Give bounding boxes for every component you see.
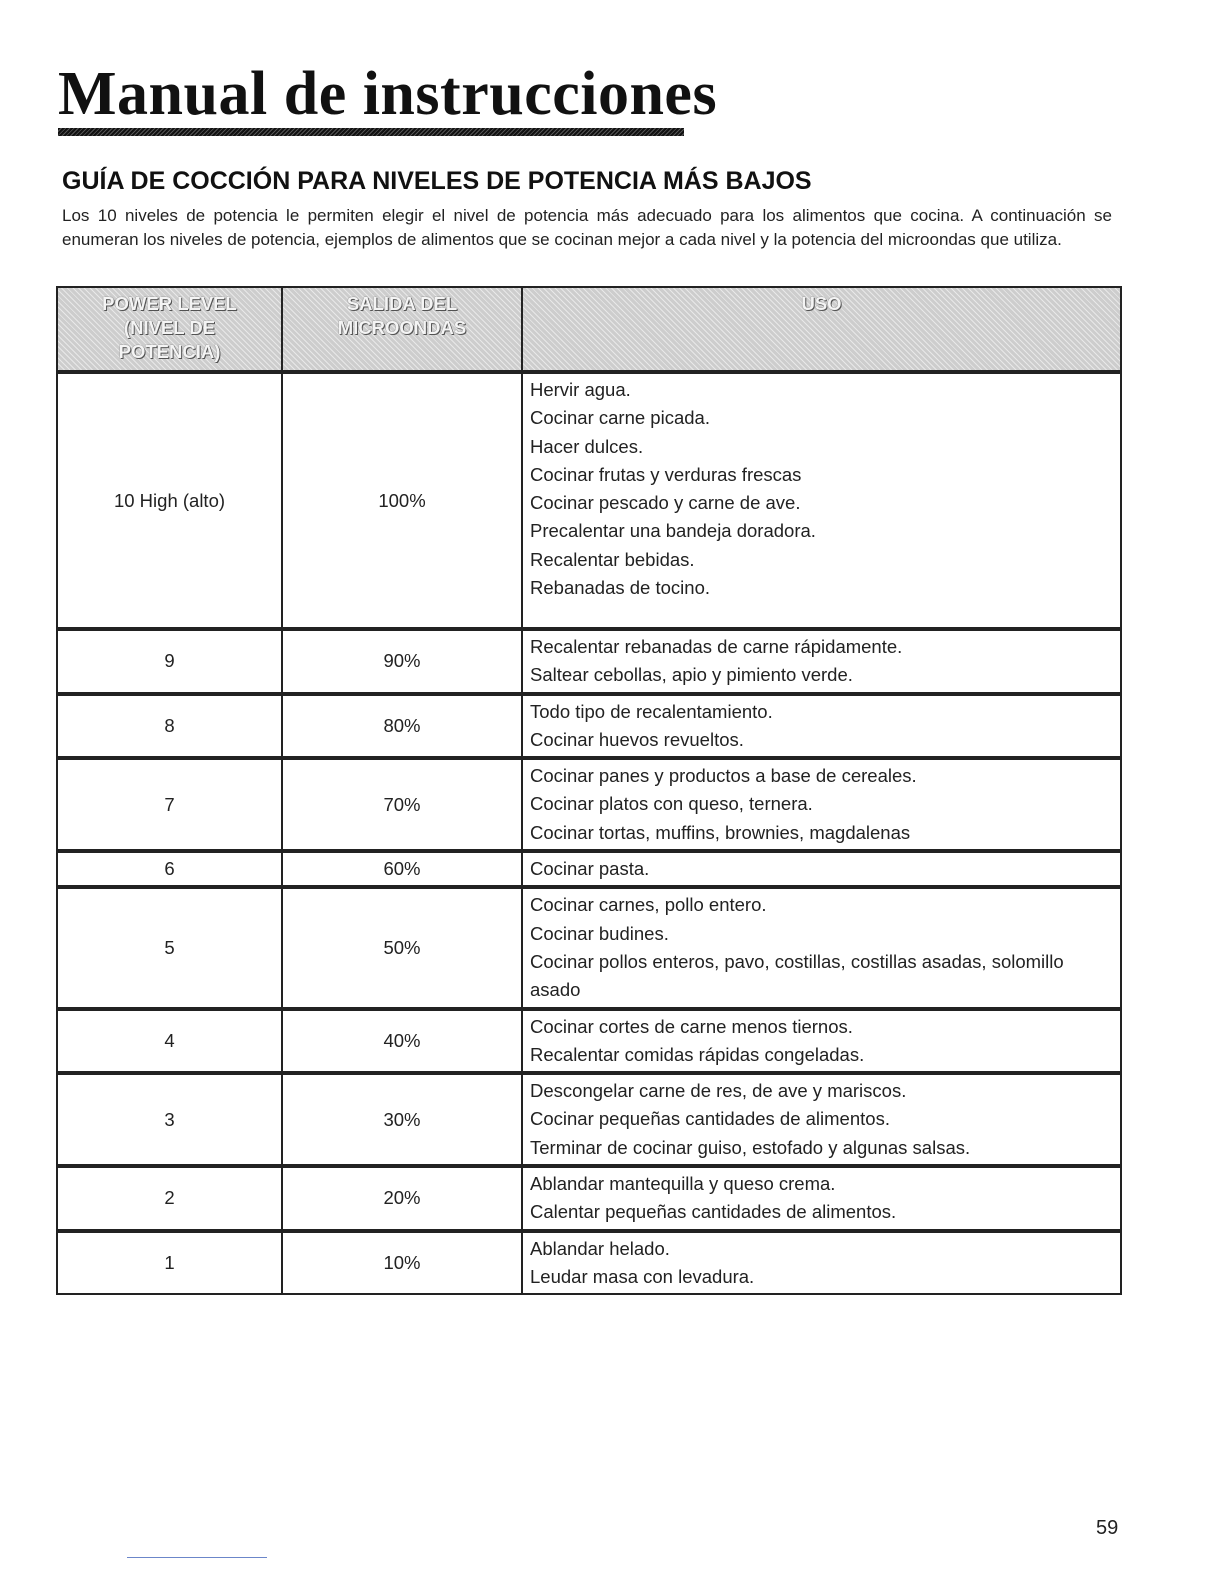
section-heading: GUÍA DE COCCIÓN PARA NIVELES DE POTENCIA MÁS BAJOS bbox=[62, 167, 812, 195]
use-item: Cocinar pequeñas cantidades de alimentos. bbox=[530, 1108, 890, 1130]
header-power-level-line: (NIVEL DE bbox=[123, 317, 216, 338]
table-row bbox=[57, 372, 1121, 629]
header-uses-label: USO bbox=[801, 293, 842, 314]
use-item: Rebanadas de tocino. bbox=[530, 577, 710, 599]
output-percent-cell: 80% bbox=[282, 694, 522, 759]
use-item: Recalentar bebidas. bbox=[530, 548, 695, 570]
output-percent-cell: 20% bbox=[282, 1166, 522, 1231]
table-row bbox=[57, 851, 1121, 887]
use-item: Cocinar pollos enteros, pavo, costillas, costillas asadas, solomillo asado bbox=[530, 950, 1064, 1001]
output-percent-cell: 90% bbox=[282, 629, 522, 694]
uses-cell bbox=[522, 629, 1121, 694]
use-item: Leudar masa con levadura. bbox=[530, 1265, 755, 1287]
output-percent-cell: 100% bbox=[282, 372, 522, 629]
power-level-cell: 6 bbox=[57, 851, 282, 887]
use-item: Cocinar pasta. bbox=[530, 858, 650, 880]
header-power-level bbox=[57, 287, 282, 372]
uses-cell bbox=[522, 851, 1121, 887]
power-level-cell: 10 High (alto) bbox=[57, 372, 282, 629]
output-percent-cell: 50% bbox=[282, 887, 522, 1008]
table-row bbox=[57, 1073, 1121, 1166]
uses-cell bbox=[522, 1166, 1121, 1231]
header-output bbox=[282, 287, 522, 372]
use-item: Cocinar carne picada. bbox=[530, 407, 710, 429]
table-header-row bbox=[57, 287, 1121, 372]
header-uses bbox=[522, 287, 1121, 372]
use-item: Saltear cebollas, apio y pimiento verde. bbox=[530, 664, 853, 686]
uses-cell bbox=[522, 694, 1121, 759]
power-level-table bbox=[56, 286, 1122, 1295]
footer-rule bbox=[127, 1557, 267, 1558]
output-percent-cell: 10% bbox=[282, 1231, 522, 1295]
use-item: Hervir agua. bbox=[530, 379, 631, 400]
power-level-cell: 2 bbox=[57, 1166, 282, 1231]
output-percent-cell: 60% bbox=[282, 851, 522, 887]
output-percent-cell: 30% bbox=[282, 1073, 522, 1166]
table-row bbox=[57, 629, 1121, 694]
power-level-cell: 5 bbox=[57, 887, 282, 1008]
use-item: Cocinar budines. bbox=[530, 922, 669, 944]
table-row bbox=[57, 1166, 1121, 1231]
table-row bbox=[57, 887, 1121, 1008]
output-percent-cell: 40% bbox=[282, 1009, 522, 1074]
power-level-cell: 4 bbox=[57, 1009, 282, 1074]
use-item: Ablandar mantequilla y queso crema. bbox=[530, 1173, 836, 1195]
table-body bbox=[57, 372, 1121, 1294]
header-power-level-line: POWER LEVEL bbox=[102, 293, 237, 314]
use-item: Cocinar huevos revueltos. bbox=[530, 728, 744, 750]
uses-cell bbox=[522, 1009, 1121, 1074]
use-item: Cocinar frutas y verduras frescas bbox=[530, 463, 802, 485]
power-level-cell: 8 bbox=[57, 694, 282, 759]
page-number: 59 bbox=[1096, 1517, 1119, 1539]
use-item: Cocinar carnes, pollo entero. bbox=[530, 894, 767, 916]
uses-cell bbox=[522, 372, 1121, 629]
uses-cell bbox=[522, 887, 1121, 1008]
table-row bbox=[57, 1009, 1121, 1074]
use-item: Precalentar una bandeja doradora. bbox=[530, 520, 816, 542]
title-underline bbox=[58, 128, 684, 136]
uses-cell bbox=[522, 1231, 1121, 1295]
power-level-cell: 3 bbox=[57, 1073, 282, 1166]
use-item: Cocinar cortes de carne menos tiernos. bbox=[530, 1015, 853, 1037]
page-title: Manual de instrucciones bbox=[58, 60, 718, 128]
uses-cell bbox=[522, 1073, 1121, 1166]
table-row bbox=[57, 1231, 1121, 1295]
header-power-level-line: POTENCIA) bbox=[118, 341, 221, 362]
power-level-cell: 7 bbox=[57, 758, 282, 851]
power-level-cell: 9 bbox=[57, 629, 282, 694]
use-item: Cocinar panes y productos a base de cereales. bbox=[530, 765, 917, 787]
use-item: Todo tipo de recalentamiento. bbox=[530, 700, 773, 722]
header-output-line: SALIDA DEL bbox=[346, 293, 458, 314]
table-row bbox=[57, 694, 1121, 759]
use-item: Calentar pequeñas cantidades de alimentos. bbox=[530, 1201, 897, 1223]
use-item: Recalentar comidas rápidas congeladas. bbox=[530, 1043, 865, 1065]
use-item: Hacer dulces. bbox=[530, 435, 644, 457]
table-row bbox=[57, 758, 1121, 851]
output-percent-cell: 70% bbox=[282, 758, 522, 851]
header-output-line: MICROONDAS bbox=[337, 317, 467, 338]
uses-cell bbox=[522, 758, 1121, 851]
use-item: Descongelar carne de res, de ave y mariscos. bbox=[530, 1080, 907, 1102]
use-item: Cocinar pescado y carne de ave. bbox=[530, 492, 801, 514]
use-item: Cocinar platos con queso, ternera. bbox=[530, 793, 813, 815]
power-level-cell: 1 bbox=[57, 1231, 282, 1295]
use-item: Recalentar rebanadas de carne rápidamente. bbox=[530, 636, 903, 657]
use-item: Cocinar tortas, muffins, brownies, magdalenas bbox=[530, 821, 911, 843]
use-item: Terminar de cocinar guiso, estofado y algunas salsas. bbox=[530, 1136, 971, 1158]
use-item: Ablandar helado. bbox=[530, 1237, 670, 1259]
intro-paragraph: Los 10 niveles de potencia le permiten elegir el nivel de potencia más adecuado para los alimentos que cocina. A continuación se enumeran los niveles de potencia, ejemplos de alimentos que se cocinan mejor a cada nivel y la potencia del microondas que utiliza. bbox=[62, 206, 1112, 249]
